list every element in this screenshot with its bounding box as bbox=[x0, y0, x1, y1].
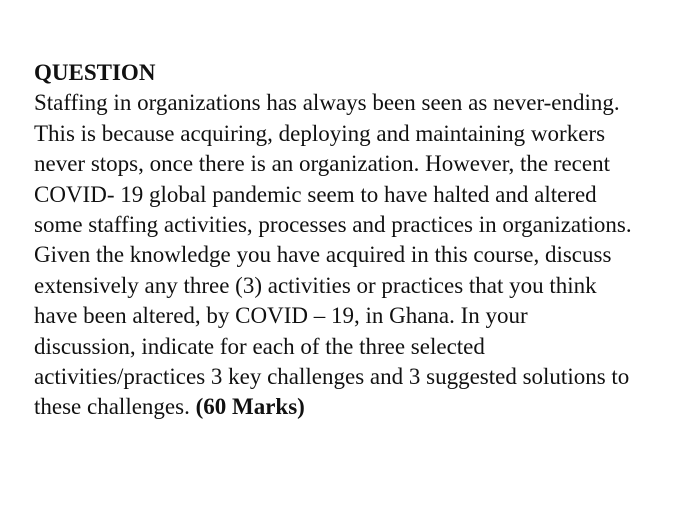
question-line: have been altered, by COVID – 19, in Ghana. In your bbox=[34, 303, 528, 329]
question-last-line bbox=[34, 392, 700, 422]
question-last-line-text: these challenges. bbox=[34, 394, 196, 420]
question-line: some staffing activities, processes and practices in organizations. bbox=[34, 212, 632, 238]
question-heading: QUESTION bbox=[34, 60, 156, 85]
marks-label: (60 Marks) bbox=[195, 394, 305, 420]
question-line: activities/practices 3 key challenges and 3 suggested solutions to bbox=[34, 364, 630, 390]
question-line: extensively any three (3) activities or practices that you think bbox=[34, 272, 597, 298]
question-document bbox=[34, 58, 700, 423]
question-line: Staffing in organizations has always been seen as never-ending. bbox=[34, 90, 620, 116]
question-line: Given the knowledge you have acquired in this course, discuss bbox=[34, 242, 612, 268]
question-line: never stops, once there is an organization. However, the recent bbox=[34, 151, 610, 177]
question-line: discussion, indicate for each of the three selected bbox=[34, 333, 485, 359]
question-line: This is because acquiring, deploying and maintaining workers bbox=[34, 120, 606, 146]
question-line: COVID- 19 global pandemic seem to have halted and altered bbox=[34, 181, 597, 207]
